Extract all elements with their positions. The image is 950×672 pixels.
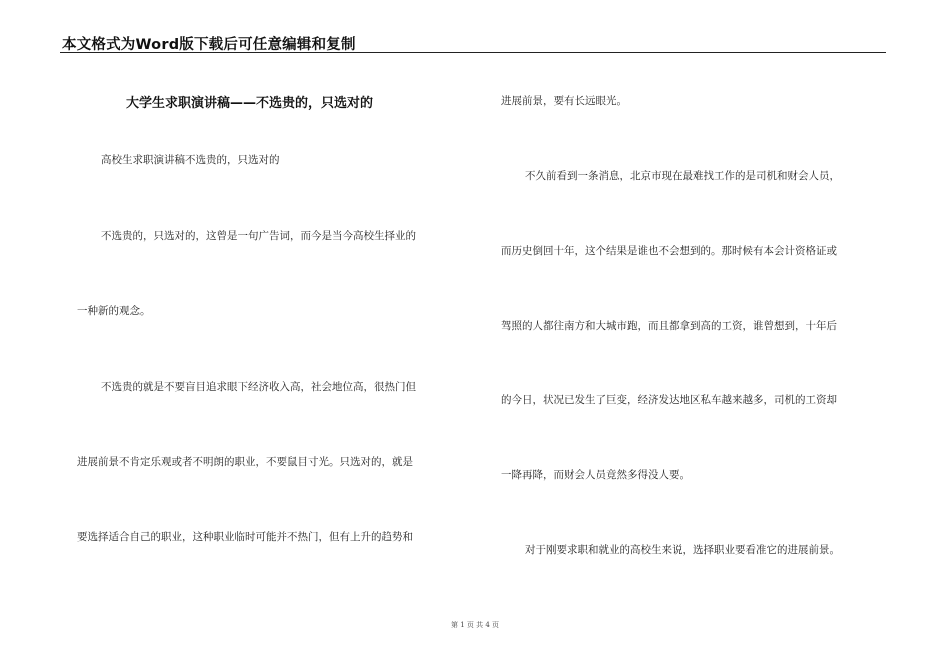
paragraph-line: 进展前景不肯定乐观或者不明朗的职业，不要鼠目寸光。只选对的，就是 — [77, 456, 413, 468]
paragraph-line: 不久前看到一条消息，北京市现在最难找工作的是司机和财会人员， — [525, 170, 840, 182]
document-title: 大学生求职演讲稿——不选贵的，只选对的 — [126, 96, 374, 111]
header-divider — [60, 52, 886, 53]
document-header: 本文格式为Word版下载后可任意编辑和复制 — [62, 37, 356, 53]
paragraph-line: 高校生求职演讲稿不选贵的，只选对的 — [101, 154, 280, 166]
paragraph-line: 一降再降，而财会人员竟然多得没人要。 — [501, 469, 690, 481]
paragraph-line: 的今日，状况已发生了巨变，经济发达地区私车越来越多，司机的工资却 — [501, 394, 837, 406]
paragraph-line: 而历史倒回十年，这个结果是谁也不会想到的。那时候有本会计资格证或 — [501, 245, 837, 257]
page-number: 第 1 页 共 4 页 — [450, 621, 500, 629]
paragraph-line: 进展前景，要有长远眼光。 — [501, 95, 627, 107]
paragraph-line: 驾照的人都往南方和大城市跑，而且都拿到高的工资，谁曾想到，十年后 — [501, 320, 837, 332]
paragraph-line: 不选贵的，只选对的，这曾是一句广告词，而今是当今高校生择业的 — [101, 230, 416, 242]
paragraph-line: 对于刚要求职和就业的高校生来说，选择职业要看准它的进展前景。 — [525, 544, 840, 556]
paragraph-line: 不选贵的就是不要盲目追求眼下经济收入高，社会地位高，很热门但 — [101, 381, 416, 393]
paragraph-line: 一种新的观念。 — [77, 305, 151, 317]
paragraph-line: 要选择适合自己的职业，这种职业临时可能并不热门，但有上升的趋势和 — [77, 531, 413, 543]
